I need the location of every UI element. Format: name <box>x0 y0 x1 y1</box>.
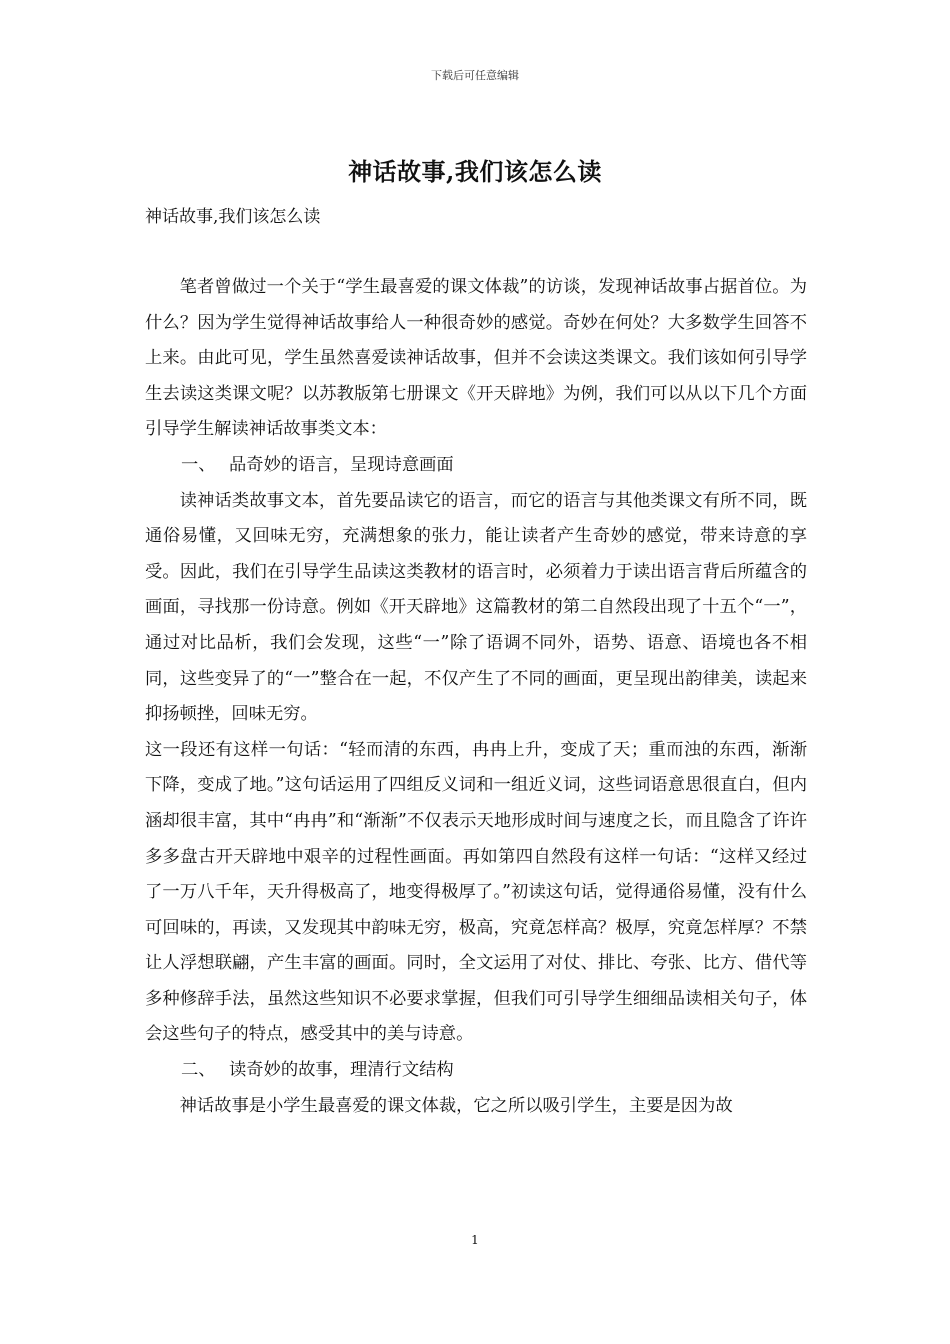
paragraph-section-1: 读神话类故事文本，首先要品读它的语言，而它的语言与其他类课文有所不同，既通俗易懂，又回味无穷，充满想象的张力，能让读者产生奇妙的感觉，带来诗意的享受。因此，我们在引导学生品读这类教材的语言时，必须着力于读出语言背后所蕴含的画面，寻找那一份诗意。例如《开天辟地》这篇教材的第二自然段出现了十五个“一”，通过对比品析，我们会发现，这些“一”除了语调不同外，语势、语意、语境也各不相同，这些变异了的“一”整合在一起，不仅产生了不同的画面，更呈现出韵律美，读起来抑扬顿挫，回味无穷。 <box>145 490 807 725</box>
section-heading-1-number: 一、 <box>181 454 216 475</box>
section-heading-2 <box>145 1053 807 1089</box>
document-title: 神话故事,我们该怎么读 <box>348 157 602 186</box>
section-heading-1 <box>145 448 807 484</box>
paragraph-section-2: 神话故事是小学生最喜爱的课文体裁，它之所以吸引学生，主要是因为故 <box>179 1095 733 1116</box>
page-number: 1 <box>471 1233 479 1247</box>
page-header: 下载后可任意编辑 <box>431 69 519 82</box>
section-heading-2-number: 二、 <box>181 1060 216 1081</box>
document-body <box>145 270 807 1124</box>
paragraph-intro: 笔者曾做过一个关于“学生最喜爱的课文体裁”的访谈，发现神话故事占据首位。为什么？因为学生觉得神话故事给人一种很奇妙的感觉。奇妙在何处？大多数学生回答不上来。由此可见，学生虽然喜爱读神话故事，但并不会读这类课文。我们该如何引导学生去读这类课文呢？以苏教版第七册课文《开天辟地》为例，我们可以从以下几个方面引导学生解读神话故事类文本： <box>145 277 807 440</box>
paragraph-section-1-cont: 这一段还有这样一句话：“轻而清的东西，冉冉上升，变成了天；重而浊的东西，渐渐下降，变成了地。”这句话运用了四组反义词和一组近义词，这些词语意思很直白，但内涵却很丰富，其中“冉冉”和“渐渐”不仅表示天地形成时间与速度之长，而且隐含了许许多多盘古开天辟地中艰辛的过程性画面。再如第四自然段有这样一句话：“这样又经过了一万八千年，天升得极高了，地变得极厚了。”初读这句话，觉得通俗易懂，没有什么可回味的，再读，又发现其中韵味无穷，极高，究竟怎样高？极厚，究竟怎样厚？不禁让人浮想联翩，产生丰富的画面。同时，全文运用了对仗、排比、夸张、比方、借代等多种修辞手法，虽然这些知识不必要求掌握，但我们可引导学生细细品读相关句子，体会这些句子的特点，感受其中的美与诗意。 <box>145 739 807 1045</box>
section-heading-2-text: 读奇妙的故事，理清行文结构 <box>229 1060 454 1081</box>
document-subtitle: 神话故事,我们该怎么读 <box>145 207 321 227</box>
section-heading-1-text: 品奇妙的语言，呈现诗意画面 <box>229 454 454 475</box>
